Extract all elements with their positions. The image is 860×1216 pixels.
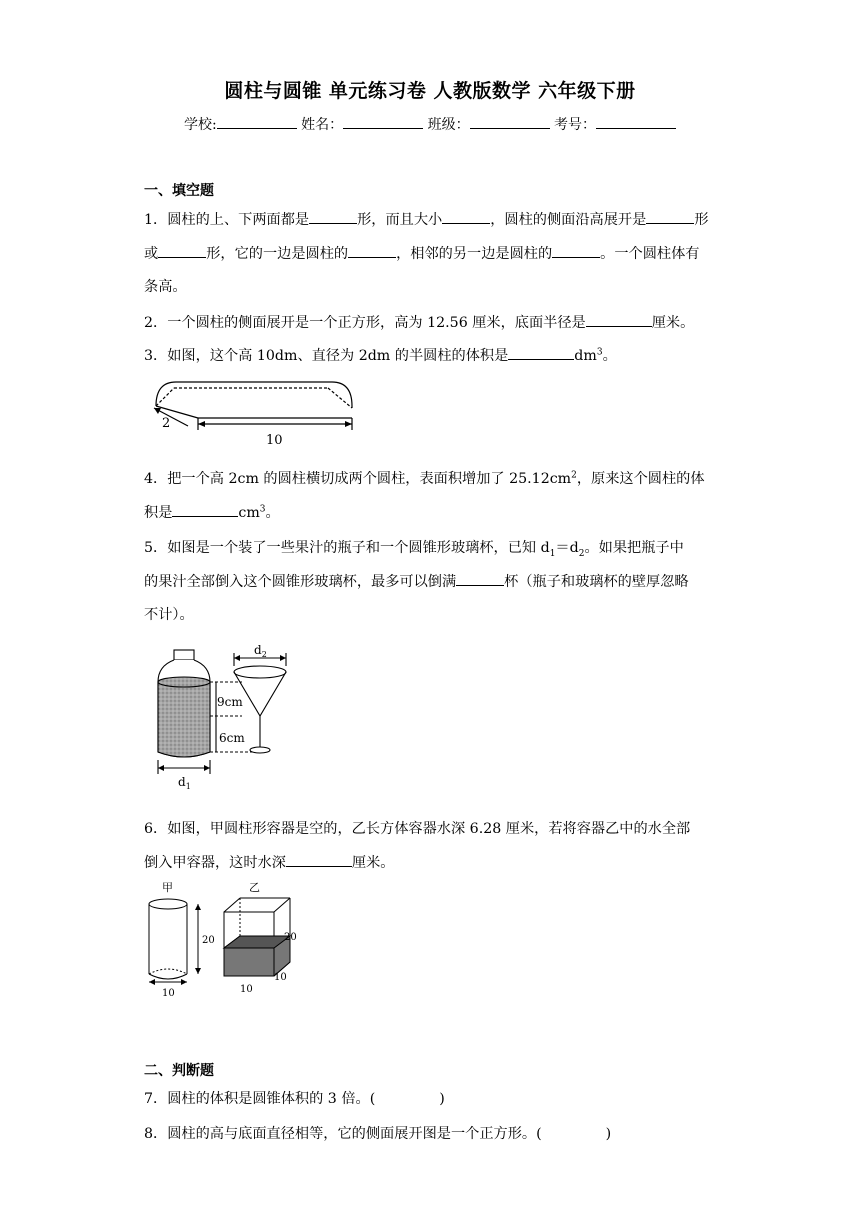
- question-1-line-3: [144, 276, 724, 296]
- exam-no-label: 考号：: [554, 117, 597, 133]
- half-cylinder-right-arc: [332, 382, 352, 408]
- cylinder-height-label: 20: [202, 935, 215, 946]
- name-label: 姓名：: [301, 117, 344, 133]
- q4-text: 积是: [144, 505, 173, 521]
- arrowhead: [181, 979, 187, 985]
- arrowhead: [234, 655, 240, 661]
- q3-text: dm: [574, 348, 597, 364]
- question-5-line-1: [144, 537, 724, 557]
- cylinder-top: [149, 899, 187, 909]
- q1-text: 形，而且大小: [357, 212, 443, 228]
- q5-text: 5．如图是一个装了一些果汁的瓶子和一个圆锥形玻璃杯，已知 d: [144, 540, 550, 556]
- q3-text: 3．如图，这个高 10dm、直径为 2dm 的半圆柱的体积是: [144, 348, 509, 364]
- q2-text: 2．一个圆柱的侧面展开是一个正方形，高为 12.56 厘米，底面半径是: [144, 315, 586, 331]
- cylinder-bottom-back: [149, 969, 187, 974]
- cone-glass-rim: [234, 666, 286, 678]
- arrowhead: [204, 765, 210, 771]
- q3-superscript: 3: [596, 347, 603, 358]
- q8-text: ): [605, 1126, 612, 1142]
- answer-blank[interactable]: [286, 852, 352, 867]
- q2-text: 厘米。: [651, 315, 695, 331]
- d1-label: $d_1$: [178, 775, 191, 791]
- name-blank[interactable]: [343, 114, 423, 129]
- cone-glass-foot: [250, 747, 270, 753]
- arrowhead: [195, 968, 201, 974]
- container-yi-label: 乙: [249, 881, 260, 894]
- d2-label: $d_2$: [254, 644, 267, 659]
- q4-text: 。: [265, 505, 280, 521]
- cuboid-depth-label: 10: [274, 972, 287, 983]
- q4-superscript: 3: [259, 504, 266, 515]
- q5-subscript: 2: [578, 548, 585, 559]
- arrowhead: [280, 655, 286, 661]
- question-4-line-2: [144, 502, 724, 522]
- question-5-line-2: [144, 571, 724, 591]
- cylinder-bottom-front: [149, 974, 187, 979]
- bottle-cap: [174, 650, 194, 660]
- answer-blank[interactable]: [309, 209, 357, 224]
- class-label: 班级：: [427, 117, 470, 133]
- answer-blank[interactable]: [172, 502, 238, 517]
- label-6cm: 6cm: [219, 731, 245, 745]
- q5-text: 。如果把瓶子中: [584, 540, 684, 556]
- arrowhead: [198, 421, 205, 427]
- answer-blank[interactable]: [552, 243, 600, 258]
- question-5-line-3: [144, 604, 724, 624]
- cuboid-width-label: 10: [240, 984, 253, 995]
- q6-text: 厘米。: [351, 855, 395, 871]
- school-label: 学校:: [183, 117, 217, 133]
- q4-text: ，原来这个圆柱的体: [576, 471, 705, 487]
- q1-text: 形，它的一边是圆柱的: [206, 246, 349, 262]
- question-2: [144, 312, 724, 332]
- q3-text: 。: [602, 348, 617, 364]
- arrowhead: [158, 765, 164, 771]
- answer-blank[interactable]: [442, 209, 490, 224]
- half-cylinder-top-arc: [156, 382, 332, 406]
- q5-text: 杯（瓶子和玻璃杯的壁厚忽略: [504, 574, 689, 590]
- q4-text: cm: [238, 505, 260, 521]
- q1-text: 条高。: [144, 279, 187, 295]
- q6-text: 倒入甲容器，这时水深: [144, 855, 286, 871]
- question-6-line-2: [144, 852, 724, 872]
- q5-text: 的果汁全部倒入这个圆锥形玻璃杯，最多可以倒满: [144, 574, 457, 590]
- q1-text: 或: [144, 246, 159, 262]
- label-9cm: 9cm: [217, 695, 243, 709]
- question-7: [144, 1088, 724, 1108]
- q5-text: 不计）。: [144, 607, 194, 623]
- q6-text: 6．如图，甲圆柱形容器是空的，乙长方体容器水深 6.28 厘米，若将容器乙中的水全部: [144, 821, 691, 837]
- diameter-label: 2: [162, 416, 171, 431]
- cuboid-edge: [224, 898, 240, 912]
- answer-blank[interactable]: [456, 571, 504, 586]
- cone-glass-body: [234, 672, 286, 716]
- q5-subscript: 1: [549, 548, 556, 559]
- question-1-line-2: [144, 243, 724, 263]
- question-3: [144, 345, 724, 365]
- class-blank[interactable]: [470, 114, 550, 129]
- q1-text: ，圆柱的侧面沿高展开是: [490, 212, 647, 228]
- length-label: 10: [266, 433, 283, 448]
- section-heading-fill-blank: 一、填空题: [144, 183, 214, 199]
- q4-superscript: 2: [571, 470, 577, 481]
- q4-text: 4．把一个高 2cm 的圆柱横切成两个圆柱，表面积增加了 25.12cm: [144, 471, 572, 487]
- q7-text: ): [439, 1091, 445, 1107]
- question-6-line-1: [144, 818, 724, 838]
- q8-text: 8．圆柱的高与底面直径相等，它的侧面展开图是一个正方形。(: [144, 1126, 542, 1142]
- q7-text: 7．圆柱的体积是圆锥体积的 3 倍。(: [144, 1091, 376, 1107]
- containers-figure: [144, 878, 304, 998]
- cuboid-height-label: 20: [284, 932, 297, 943]
- bottle-juice: [158, 682, 210, 757]
- answer-blank[interactable]: [508, 345, 574, 360]
- question-1-line-1: [144, 209, 724, 229]
- bottle-and-cone-glass-figure: [150, 644, 300, 794]
- cylinder-width-label: 10: [162, 988, 175, 998]
- page-title: 圆柱与圆锥 单元练习卷 人教版数学 六年级下册: [224, 80, 636, 102]
- q1-text: 。一个圆柱体有: [600, 246, 700, 262]
- school-blank[interactable]: [217, 114, 297, 129]
- answer-blank[interactable]: [586, 312, 652, 327]
- q1-text: ，相邻的另一边是圆柱的: [396, 246, 553, 262]
- answer-blank[interactable]: [158, 243, 206, 258]
- container-jia-label: 甲: [162, 881, 173, 894]
- q5-text: ＝d: [555, 540, 579, 556]
- cuboid-edge: [274, 898, 290, 912]
- q1-text: 1．圆柱的上、下两面都是: [144, 212, 310, 228]
- q1-text: 形: [694, 212, 709, 228]
- answer-blank[interactable]: [646, 209, 694, 224]
- question-8: [144, 1123, 724, 1143]
- question-4-line-1: [144, 468, 724, 488]
- juice-surface: [158, 677, 210, 687]
- arrowhead: [149, 979, 155, 985]
- section-heading-true-false: 二、判断题: [144, 1063, 214, 1079]
- exam-no-blank[interactable]: [596, 114, 676, 129]
- answer-blank[interactable]: [348, 243, 396, 258]
- arrowhead: [345, 421, 352, 427]
- half-cylinder-figure: [150, 374, 356, 450]
- student-info-line: [0, 114, 860, 134]
- arrowhead: [195, 904, 201, 910]
